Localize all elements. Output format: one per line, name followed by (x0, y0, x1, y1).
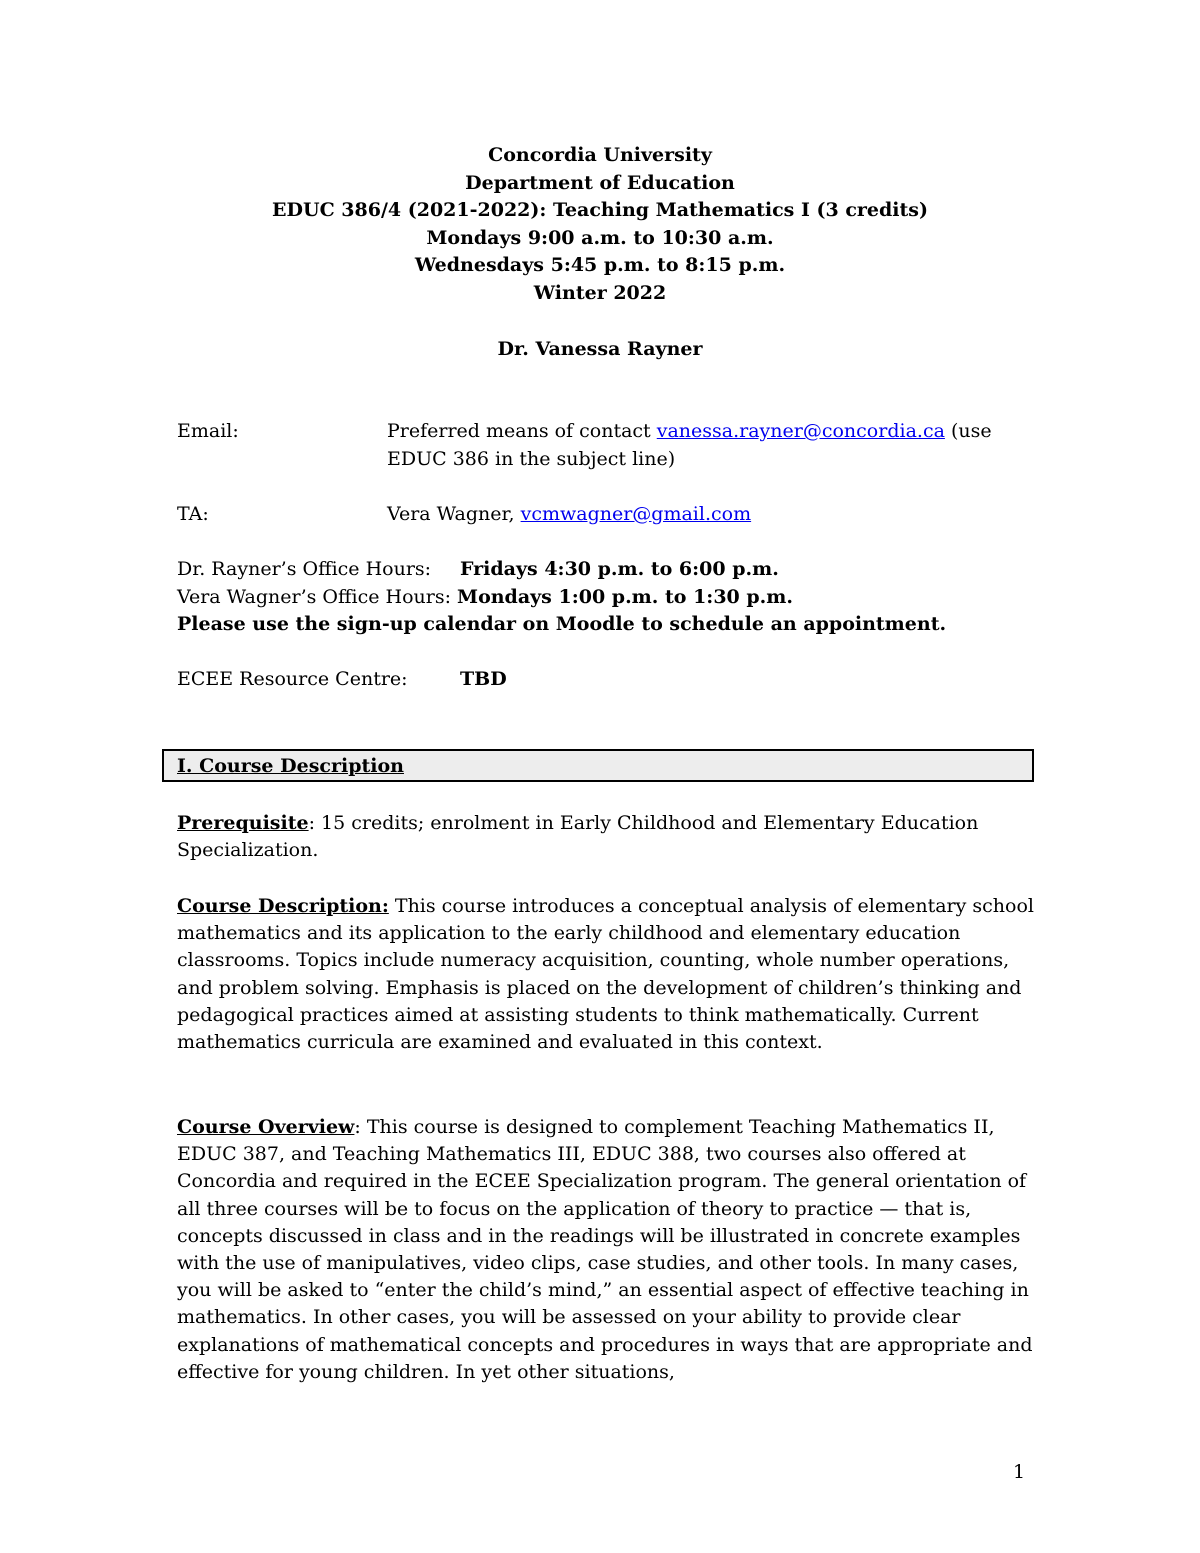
ta-label: TA: (177, 503, 209, 525)
resource-value: TBD (460, 668, 507, 690)
rayner-hours-label: Dr. Rayner’s Office Hours: (177, 558, 432, 580)
course-header (0, 142, 1200, 307)
instructor-email-link[interactable]: vanessa.rayner@concordia.ca (656, 420, 945, 442)
department-name: Department of Education (465, 171, 735, 194)
instructor-name: Dr. Vanessa Rayner (497, 338, 703, 360)
schedule-monday: Mondays 9:00 a.m. to 10:30 a.m. (426, 226, 774, 249)
rayner-office-hours (177, 556, 946, 584)
wagner-office-hours (177, 584, 946, 612)
email-label: Email: (177, 420, 239, 442)
prerequisite-text: : 15 credits; enrolment in Early Childhood and Elementary Education Specialization. (177, 812, 979, 862)
ta-value (387, 501, 1047, 529)
resource-label: ECEE Resource Centre: (177, 668, 408, 690)
section-title: I. Course Description (177, 755, 404, 777)
schedule-wednesday: Wednesdays 5:45 p.m. to 8:15 p.m. (414, 254, 786, 276)
course-overview-text: : This course is designed to complement Teaching Mathematics II, EDUC 387, and Teaching Mathematics III, EDUC 388, two courses also offered at Concordia and required in the ECEE Specialization program. The general orientation of all three courses will be to focus on the application of theory to practice — that is, concepts discussed in class and in the readings will be illustrated in concrete examples with the use of manipulatives, video clips, case studies, and other tools. In many cases, you will be asked to “enter the child’s mind,” an essential aspect of effective teaching in mathematics. In other cases, you will be assessed on your ability to provide clear explanations of mathematical concepts and procedures in ways that are appropriate and effective for young children. In yet other situations, (177, 1116, 1033, 1383)
course-description-text: This course introduces a conceptual analysis of elementary school mathematics and its application to the early childhood and elementary education classrooms. Topics include numeracy acquisition, counting, whole number operations, and problem solving. Emphasis is placed on the development of children’s thinking and pedagogical practices aimed at assisting students to think mathematically. Current mathematics curricula are examined and evaluated in this context. (177, 895, 1034, 1054)
wagner-hours-value: Mondays 1:00 p.m. to 1:30 p.m. (457, 585, 793, 608)
email-prefix: Preferred means of contact (387, 420, 657, 442)
resource-centre-row (177, 666, 507, 694)
course-overview-paragraph (177, 1114, 1037, 1386)
page-number: 1 (1013, 1461, 1026, 1483)
course-title: EDUC 386/4 (2021-2022): Teaching Mathematics I (3 credits) (272, 199, 928, 221)
prerequisite-heading: Prerequisite (177, 812, 309, 834)
section-heading-box (162, 749, 1034, 782)
university-name: Concordia University (488, 144, 712, 166)
course-description-heading: Course Description: (177, 895, 389, 917)
prerequisite-paragraph (177, 810, 1037, 864)
appointment-note: Please use the sign-up calendar on Moodle to schedule an appointment. (177, 613, 947, 635)
office-hours (177, 556, 946, 639)
email-suffix: (use EDUC 386 in the subject line) (387, 420, 992, 470)
course-overview-heading: Course Overview (177, 1116, 355, 1138)
course-description-paragraph (177, 893, 1037, 1056)
email-value (387, 418, 1047, 473)
term: Winter 2022 (533, 281, 667, 304)
ta-email-link[interactable]: vcmwagner@gmail.com (520, 503, 752, 525)
wagner-hours-label: Vera Wagner’s Office Hours: (177, 585, 458, 608)
rayner-hours-value: Fridays 4:30 p.m. to 6:00 p.m. (460, 558, 779, 580)
ta-name: Vera Wagner, (387, 503, 521, 525)
